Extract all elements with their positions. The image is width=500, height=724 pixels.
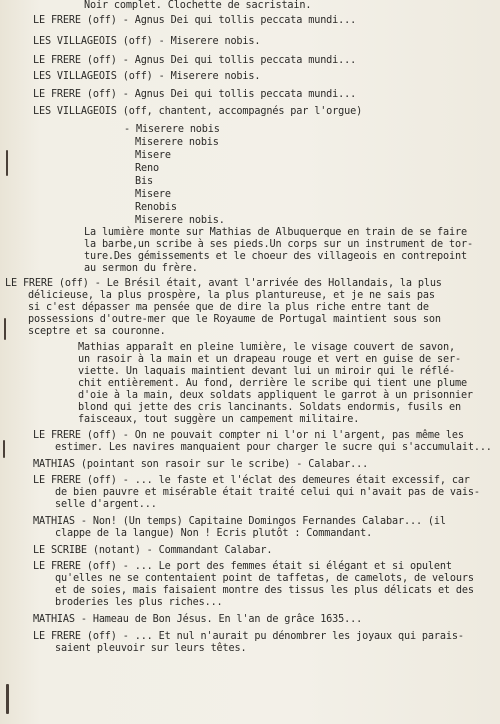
stage-direction: chit entièrement. Au fond, derrière le scribe qui tient une plume [78,378,467,389]
dialogue-line: de bien pauvre et misérable était traité celui qui n'avait pas de vais- [55,487,480,498]
lyric-line: - Miserere nobis [124,124,220,135]
lyric-line: Bis [135,176,153,187]
dialogue-line: LE FRERE (off) - Agnus Dei qui tollis peccata mundi... [33,15,357,26]
lyric-line: Reno [135,163,159,174]
lyric-line: Miserere nobis [135,137,219,148]
lyric-line: Renobis [135,202,177,213]
dialogue-line: broderies les plus riches... [55,597,223,608]
dialogue-line: LE FRERE (off) - On ne pouvait compter ni l'or ni l'argent, pas même les [33,430,464,441]
stage-direction: La lumière monte sur Mathias de Albuquerque en train de se faire [84,227,467,238]
dialogue-line: clappe de la langue) Non ! Ecris plutôt : Commandant. [55,528,373,539]
stage-direction: la barbe,un scribe à ses pieds.Un corps sur un instrument de tor- [84,239,473,250]
margin-mark [4,318,6,340]
dialogue-line: possessions d'outre-mer que le Royaume de Portugal maintient sous son [28,314,441,325]
dialogue-line: MATHIAS (pointant son rasoir sur le scribe) - Calabar... [33,459,369,470]
dialogue-line: délicieuse, la plus prospère, la plus plantureuse, et je ne sais pas [28,290,435,301]
dialogue-line: et de soies, mais faisaient montre des tissus les plus délicats et des [55,585,474,596]
dialogue-line: estimer. Les navires manquaient pour charger le sucre qui s'accumulait... [55,442,492,453]
dialogue-line: sceptre et sa couronne. [28,326,166,337]
dialogue-line: LES VILLAGEOIS (off) - Miserere nobis. [33,71,261,82]
dialogue-line: LES VILLAGEOIS (off) - Miserere nobis. [33,36,261,47]
dialogue-line: si c'est dépasser ma pensée que de dire la plus riche entre tant de [28,302,429,313]
stage-direction: Noir complet. Clochette de sacristain. [84,0,312,11]
stage-direction: d'oie à la main, deux soldats appliquent le garrot à un prisonnier [78,390,473,401]
dialogue-line: qu'elles ne se contentaient point de taffetas, de camelots, de velours [55,573,474,584]
stage-direction: faisceaux, tout suggère un campement militaire. [78,414,360,425]
lyric-line: Misere [135,150,171,161]
margin-mark [3,440,5,458]
margin-mark [6,684,9,714]
margin-mark [6,150,8,176]
dialogue-line: selle d'argent... [55,499,157,510]
stage-direction: au sermon du frère. [84,263,198,274]
dialogue-line: LE FRERE (off) - ... le faste et l'éclat des demeures était excessif, car [33,475,470,486]
stage-direction: viette. Un laquais maintient devant lui un miroir qui le réflé- [78,366,455,377]
dialogue-line: LE FRERE (off) - ... Et nul n'aurait pu dénombrer les joyaux qui parais- [33,631,464,642]
dialogue-line: LE FRERE (off) - Agnus Dei qui tollis peccata mundi... [33,55,357,66]
dialogue-line: MATHIAS - Hameau de Bon Jésus. En l'an de grâce 1635... [33,614,363,625]
dialogue-line: LE FRERE (off) - Le Brésil était, avant l'arrivée des Hollandais, la plus [5,278,442,289]
dialogue-line: MATHIAS - Non! (Un temps) Capitaine Domingos Fernandes Calabar... (il [33,516,446,527]
dialogue-line: LES VILLAGEOIS (off, chantent, accompagnés par l'orgue) [33,106,363,117]
lyric-line: Miserere nobis. [135,215,225,226]
dialogue-line: LE FRERE (off) - Agnus Dei qui tollis peccata mundi... [33,89,357,100]
stage-direction: ture.Des gémissements et le choeur des villageois en contrepoint [84,251,467,262]
dialogue-line: saient pleuvoir sur leurs têtes. [55,643,247,654]
dialogue-line: LE FRERE (off) - ... Le port des femmes était si élégant et si opulent [33,561,452,572]
stage-direction: blond qui jette des cris lancinants. Soldats endormis, fusils en [78,402,461,413]
stage-direction: Mathias apparaît en pleine lumière, le visage couvert de savon, [78,342,455,353]
lyric-line: Misere [135,189,171,200]
stage-direction: un rasoir à la main et un drapeau rouge et vert en guise de ser- [78,354,461,365]
dialogue-line: LE SCRIBE (notant) - Commandant Calabar. [33,545,273,556]
